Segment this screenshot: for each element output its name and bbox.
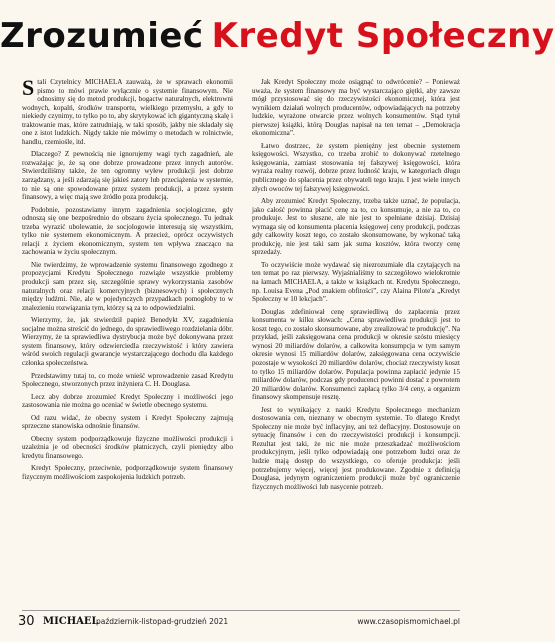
article-paragraph: Łatwo dostrzec, że system pieniężny jest obecnie systemem księgowości. Wszystko, co trzeba zrobić to dokonywać rzetelnego księgowania, zamiast stosowania tej fałszywej księgowości, która wyraża realny rozwój, dobrze przez ludność kraju, w kategoriach długu publicznego do spłacenia przez obywateli tego kraju. I jest wiele innych złych owoców tej fałszywej księgowości. (252, 141, 460, 193)
article-paragraph: Wierzymy, że, jak stwierdził papież Benedykt XV, zagadnienia socjalne można streścić do jednego, do sprawiedliwego rozdzielania dóbr. Wierzymy, że ta sprawiedliwa dystrybucja może być dokonywana przez system finansowy, który odzwierciedla rzeczywistość i który zawiera wśród swoich regulacji gwarancje wystarczającego dochodu dla każdego członka społeczeństwa. (22, 316, 233, 367)
headline-part-black: Zrozumieć (0, 16, 204, 56)
article-paragraph: Kredyt Społeczny, przeciwnie, podporządkowuje system finansowy fizycznym możliwościom zaspokojenia ludzkich potrzeb. (22, 464, 233, 481)
article-paragraph: Przedstawimy tutaj to, co może wnieść wprowadzenie zasad Kredytu Społecznego, stworzonych przez inżyniera C. H. Douglasa. (22, 371, 233, 389)
magazine-logo: MICHAEL (43, 616, 99, 627)
article-paragraph: Lecz aby dobrze zrozumieć Kredyt Społeczny i możliwości jego zastosowania nie można go oceniać w świetle obecnego systemu. (22, 392, 233, 410)
page-number: 30 (18, 614, 35, 629)
article-paragraph: Dlaczego? Z pewnością nie ignorujemy wagi tych zagadnień, ale rozważając je, że są one dobrze prowadzone przez innych autorów. Stwierdziliśmy także, że ten ogromny wyłew produkcji jest dobrze zarządzany, a jeśli zdarzają się jakieś zatory lub przeciążenia w systemie, to nie są one spowodowane przez system produkcji, a przez system finansowy, a więc mają swe źródło poza produkcją. (22, 150, 233, 202)
article-paragraph: Podobnie, pozostawiamy innym zagadnienia socjologiczne, gdy odnoszą się one bezpośrednio do obszaru życia społecznego. Tu jednak trzeba wyrazić ubolewanie, że socjologowie interesują się wszystkim, tylko nie systemem ekonomicznym. A przecież, oprócz oczywistych relacji z życiem ekonomicznym, system ten wpływa znacząco na zachowania w życiu społecznym. (22, 205, 233, 257)
article-paragraph: Obecny system podporządkowuje fizyczne możliwości produkcji i uzależnia je od obecności środków płatniczych, czyli pieniędzy albo kredytu finansowego. (22, 434, 233, 460)
article-paragraph: To oczywiście może wydawać się niezrozumiałe dla czytających na ten temat po raz pierwszy. Wyjaśnialiśmy to szczegółowo wielokrotnie na łamach MICHAELA, a także w książkach nt. Kredytu Społecznego, np. Louisa Evena „Pod znakiem obfitości”, czy Alaina Pilote'a „Kredyt Społeczny w 10 lekcjach”. (252, 260, 460, 304)
headline-part-red: Kredyt Społeczny (211, 16, 555, 56)
article-column-left (22, 75, 233, 594)
article-paragraph: Aby zrozumieć Kredyt Społeczny, trzeba także uznać, że populacja, jako całość powinna płacić cenę za to, co konsumuje, a nie za to, co produkuje. Jest to słuszne, ale nie jest to spełniane dzisiaj. Dzisiaj wymaga się od konsumenta płacenia księgowej ceny produkcji, podczas gdy całkowity koszt tego, co zostało skonsumowane, by wykonać taką produkcję, nie jest taki sam jak suma kosztów, która tworzy cenę sprzedaży. (252, 197, 460, 257)
article-column-right (252, 78, 460, 594)
article-paragraph: Stali Czytelnicy MICHAELA zauważą, że w sprawach ekonomii pismo to mówi prawie wyłącznie o systemie finansowym. Nie odnosimy się do metod produkcji, bogactw naturalnych, elektrowni wodnych, kopalń, środków transportu, wielkiego przemysłu, a gdy to niekiedy czynimy, to tylko po to, aby skrytykować ich gigantyczną skalę i traktowanie mas, które zatrudniają, w taki sposób, jakby nie składały się one z istot ludzkich. Nigdy także nie mówimy o metodach w rolnictwie, handlu, rzemiośle, itd. (22, 75, 233, 146)
issue-date: październik-listopad-grudzień 2021 (96, 617, 229, 626)
drop-cap: S (22, 75, 35, 100)
article-paragraph: Od razu widać, że obecny system i Kredyt Społeczny zajmują sprzeczne stanowiska odnośnie finansów. (22, 413, 233, 431)
footer-divider (22, 610, 460, 611)
article-paragraph: Nie twierdzimy, że wprowadzenie systemu finansowego zgodnego z propozycjami Kredytu Społecznego rozwiąże wszystkie problemy produkcji sam przez się, szczególnie sprawy wykorzystania zasobów naturalnych oraz relacji komercyjnych (biznesowych) i społecznych między ludźmi. Nie, ale w pojedynczych przypadkach pomogłoby to w znalezieniu rozwiązania tym, którzy są za to odpowiedzialni. (22, 260, 233, 312)
page-footer (0, 602, 480, 642)
website-link[interactable]: www.czasopismomichael.pl (357, 617, 460, 626)
article-paragraph: Douglas zdefiniował cenę sprawiedliwą do zapłacenia przez konsumenta w kilku słowach: „Cena sprawiedliwa produkcji jest to koszt tego, co zostało skonsumowane, aby zrealizować te produkcję”. Na przykład, jeśli zaksięgowana cena produkcji w okresie szóstu miesięcy wynosi 20 miliardów dolarów, a całkowita konsumpcja w tym samym okresie wynosi 15 miliardów dolarów, zaksięgowana cena oczywiście pozostaje w wysokości 20 miliardów dolarów, chociaż rzeczywisty koszt to tylko 15 miliardów dolarów. Populacja powinna zapłacić jedynie 15 miliardów dolarów, podczas gdy producenci powinni dostać z powrotem 20 miliardów dolarów. Konsumenci zapłacą tylko 3/4 ceny, a organizm finansowy skompensuje resztę. (252, 307, 461, 402)
article-paragraph: Jest to wynikający z nauki Kredytu Społecznego mechanizm dostosowania cen, nieznany w obecnym systemie. To dlatego Kredyt Społeczny nie może być inflacyjny, ani też deflacyjny. Dostosowuje on sytuację finansów i cen do rzeczywistości produkcji i konsumpcji. Rezultat jest taki, że nic nie może przeszkadzać możliwościom produkcyjnym, jeśli tylko odpowiadają one potrzebom ludzi oraz że ludzie mają dostęp do wszystkiego, co oferuje produkcja: jeśli potrzebujemy więcej, więcej jest produkowane. Zgodnie z definicją Douglasa, jedynym ograniczeniem produkcji może być ograniczenie fizycznych możliwości lub nasycenie potrzeb. (252, 405, 460, 491)
article-headline (0, 8, 555, 64)
article-paragraph: Jak Kredyt Społeczny może osiągnąć to odwrócenie? – Ponieważ uważa, że system finansowy ma być wystarczająco giętki, aby zawsze mógł przystosować się do rzeczywistości ekonomicznej, która jest wynikiem działań wolnych producentów, odpowiadających na potrzeby ludzkie, wyrażone otwarcie przez wolnych konsumentów. Stąd tytuł pierwszej książki, którą Douglas napisał na ten temat – „Demokracja ekonomiczna”. (252, 78, 460, 138)
